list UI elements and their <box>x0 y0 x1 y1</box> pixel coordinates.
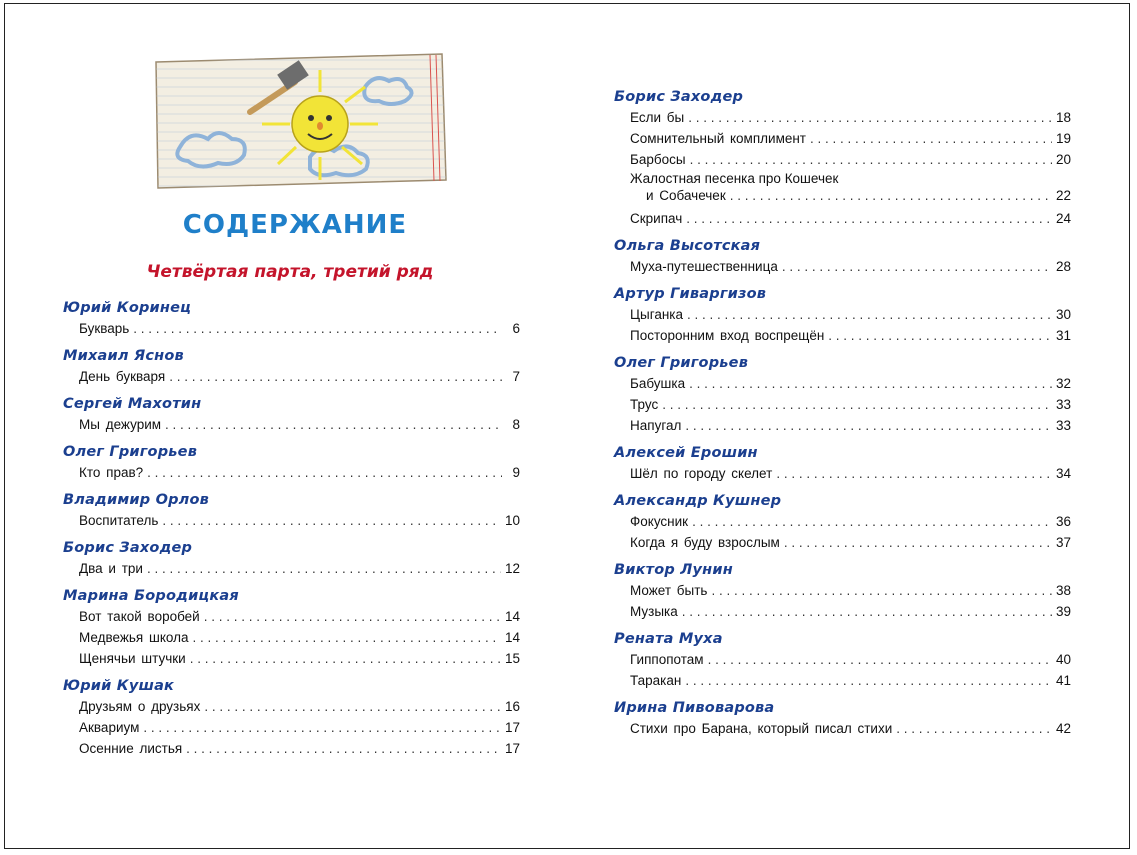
author-name: Ирина Пивоварова <box>614 700 775 716</box>
toc-entry[interactable] <box>63 366 520 387</box>
entry-title: Напугал <box>630 418 682 433</box>
page-number: 14 <box>504 630 520 645</box>
entry-title: Цыганка <box>630 307 683 322</box>
page-number: 7 <box>512 369 520 384</box>
dot-leader <box>204 696 501 717</box>
author-group <box>63 346 520 387</box>
toc-entry[interactable] <box>614 601 1071 622</box>
entry-title: Воспитатель <box>79 513 159 528</box>
toc-entry[interactable] <box>63 414 520 435</box>
dot-leader <box>810 128 1052 149</box>
page-number: 17 <box>504 741 520 756</box>
entry-title: Скрипач <box>630 211 683 226</box>
author-group <box>63 586 520 669</box>
author-group <box>614 353 1071 436</box>
toc-entry[interactable] <box>614 649 1071 670</box>
dot-leader <box>711 580 1052 601</box>
entry-title: Аквариум <box>79 720 140 735</box>
page-number: 38 <box>1055 583 1071 598</box>
dot-leader <box>147 462 502 483</box>
author-group <box>614 284 1071 346</box>
author-name: Борис Заходер <box>63 540 193 556</box>
entry-title: Трус <box>630 397 659 412</box>
dot-leader <box>204 606 501 627</box>
author-name: Олег Григорьев <box>614 355 749 371</box>
entry-title: Медвежья школа <box>79 630 189 645</box>
dot-leader <box>896 718 1052 739</box>
toc-entry[interactable] <box>614 394 1071 415</box>
page-number: 12 <box>504 561 520 576</box>
author-group <box>63 538 520 579</box>
page-number: 40 <box>1055 652 1071 667</box>
entry-title: Посторонним вход воспрещён <box>630 328 825 343</box>
page-number: 32 <box>1055 376 1071 391</box>
entry-title: Муха-путешественница <box>630 259 778 274</box>
author-name: Ольга Высотская <box>614 238 761 254</box>
page-number: 8 <box>512 417 520 432</box>
author-group <box>63 676 520 759</box>
entry-title: Если бы <box>630 110 685 125</box>
page-number: 18 <box>1055 110 1071 125</box>
author-group <box>63 490 520 531</box>
dot-leader <box>165 414 502 435</box>
dot-leader <box>692 511 1052 532</box>
toc-entry[interactable] <box>614 107 1071 128</box>
dot-leader <box>685 415 1052 436</box>
author-group <box>614 87 1071 229</box>
entry-title: Вот такой воробей <box>79 609 200 624</box>
author-name: Артур Гиваргизов <box>614 286 767 302</box>
toc-entry[interactable] <box>63 558 520 579</box>
entry-title: Букварь <box>79 321 130 336</box>
page-number: 16 <box>504 699 520 714</box>
author-name: Борис Заходер <box>614 89 744 105</box>
section-title: Четвёртая парта, третий ряд <box>146 262 434 282</box>
entry-title: Стихи про Барана, который писал стихи <box>630 721 893 736</box>
page-number: 36 <box>1055 514 1071 529</box>
dot-leader <box>690 149 1052 170</box>
dot-leader <box>143 717 501 738</box>
toc-entry[interactable] <box>614 208 1071 229</box>
page-number: 24 <box>1055 211 1071 226</box>
page-number: 42 <box>1055 721 1071 736</box>
author-name: Виктор Лунин <box>614 562 733 578</box>
entry-title: Шёл по городу скелет <box>630 466 773 481</box>
entry-title-continued: и Собачечек <box>646 188 726 203</box>
entry-title: Мы дежурим <box>79 417 162 432</box>
author-name: Алексей Ерошин <box>614 445 758 461</box>
entry-title: Музыка <box>630 604 678 619</box>
dot-leader <box>682 601 1052 622</box>
toc-entry[interactable] <box>614 532 1071 553</box>
author-name: Александр Кушнер <box>614 493 782 509</box>
author-name: Марина Бородицкая <box>63 588 239 604</box>
entry-title: Фокусник <box>630 514 689 529</box>
toc-entry[interactable] <box>614 670 1071 691</box>
contents-title: СОДЕРЖАНИЕ <box>182 210 408 240</box>
dot-leader <box>133 318 502 339</box>
toc-entry[interactable] <box>614 170 1071 208</box>
dot-leader <box>686 208 1052 229</box>
dot-leader <box>162 510 501 531</box>
toc-entry[interactable] <box>614 304 1071 325</box>
page-number: 15 <box>504 651 520 666</box>
toc-entry[interactable] <box>614 580 1071 601</box>
page-number: 33 <box>1055 397 1071 412</box>
page-number: 31 <box>1055 328 1071 343</box>
dot-leader <box>169 366 502 387</box>
page-number: 19 <box>1055 131 1071 146</box>
author-name: Юрий Кушак <box>63 678 175 694</box>
author-group <box>614 236 1071 277</box>
dot-leader <box>776 463 1052 484</box>
toc-entry[interactable] <box>63 717 520 738</box>
page-number: 41 <box>1055 673 1071 688</box>
dot-leader <box>662 394 1052 415</box>
toc-entry[interactable] <box>63 738 520 759</box>
toc-entry[interactable] <box>63 462 520 483</box>
entry-title: Кто прав? <box>79 465 144 480</box>
entry-title: Может быть <box>630 583 708 598</box>
toc-entry[interactable] <box>614 256 1071 277</box>
author-name: Сергей Махотин <box>63 396 202 412</box>
author-group <box>63 298 520 339</box>
entry-title: Друзьям о друзьях <box>79 699 201 714</box>
entry-title: Когда я буду взрослым <box>630 535 780 550</box>
author-group <box>63 394 520 435</box>
toc-entry[interactable] <box>614 325 1071 346</box>
page-number: 6 <box>512 321 520 336</box>
dot-leader <box>689 373 1052 394</box>
entry-title: Бабушка <box>630 376 686 391</box>
toc-entry[interactable] <box>63 510 520 531</box>
dot-leader <box>190 648 501 669</box>
entry-title: Два и три <box>79 561 143 576</box>
toc-entry[interactable] <box>63 696 520 717</box>
dot-leader <box>782 256 1052 277</box>
dot-leader <box>828 325 1052 346</box>
toc-entry[interactable] <box>63 627 520 648</box>
author-name: Владимир Орлов <box>63 492 210 508</box>
dot-leader <box>784 532 1052 553</box>
author-group <box>614 443 1071 484</box>
toc-entry[interactable] <box>614 149 1071 170</box>
entry-title: Гиппопотам <box>630 652 704 667</box>
toc-entry[interactable] <box>614 415 1071 436</box>
dot-leader <box>186 738 501 759</box>
author-group <box>614 629 1071 691</box>
toc-entry[interactable] <box>614 718 1071 739</box>
dot-leader <box>687 304 1052 325</box>
toc-left-column <box>63 298 520 759</box>
toc-entry[interactable] <box>614 373 1071 394</box>
page-number: 17 <box>504 720 520 735</box>
toc-entry[interactable] <box>614 511 1071 532</box>
dot-leader <box>688 107 1052 128</box>
author-group <box>614 698 1071 739</box>
entry-title: Щенячьи штучки <box>79 651 186 666</box>
dot-leader <box>192 627 500 648</box>
entry-title: Осенние листья <box>79 741 183 756</box>
author-name: Юрий Коринец <box>63 300 192 316</box>
author-group <box>63 442 520 483</box>
toc-entry[interactable] <box>63 318 520 339</box>
entry-title: Таракан <box>630 673 682 688</box>
author-group <box>614 560 1071 622</box>
author-name: Михаил Яснов <box>63 348 184 364</box>
dot-leader <box>147 558 501 579</box>
entry-title: Барбосы <box>630 152 686 167</box>
page-number: 28 <box>1055 259 1071 274</box>
notebook-illustration <box>150 52 450 192</box>
page-number: 34 <box>1055 466 1071 481</box>
page-number: 37 <box>1055 535 1071 550</box>
page-number: 33 <box>1055 418 1071 433</box>
toc-entry[interactable] <box>614 463 1071 484</box>
page-number: 10 <box>504 513 520 528</box>
page-number: 14 <box>504 609 520 624</box>
toc-entry[interactable] <box>63 606 520 627</box>
toc-entry[interactable] <box>614 128 1071 149</box>
author-group <box>614 491 1071 553</box>
page-number: 22 <box>1055 188 1071 203</box>
toc-right-column <box>614 87 1071 739</box>
page-number: 39 <box>1055 604 1071 619</box>
page-number: 9 <box>512 465 520 480</box>
entry-title: Сомнительный комплимент <box>630 131 806 146</box>
dot-leader <box>730 187 1052 204</box>
page-number: 20 <box>1055 152 1071 167</box>
entry-title: Жалостная песенка про Кошечек <box>630 171 839 186</box>
page-number: 30 <box>1055 307 1071 322</box>
author-name: Рената Муха <box>614 631 723 647</box>
entry-title: День букваря <box>79 369 166 384</box>
author-name: Олег Григорьев <box>63 444 198 460</box>
dot-leader <box>685 670 1052 691</box>
dot-leader <box>708 649 1052 670</box>
toc-entry[interactable] <box>63 648 520 669</box>
